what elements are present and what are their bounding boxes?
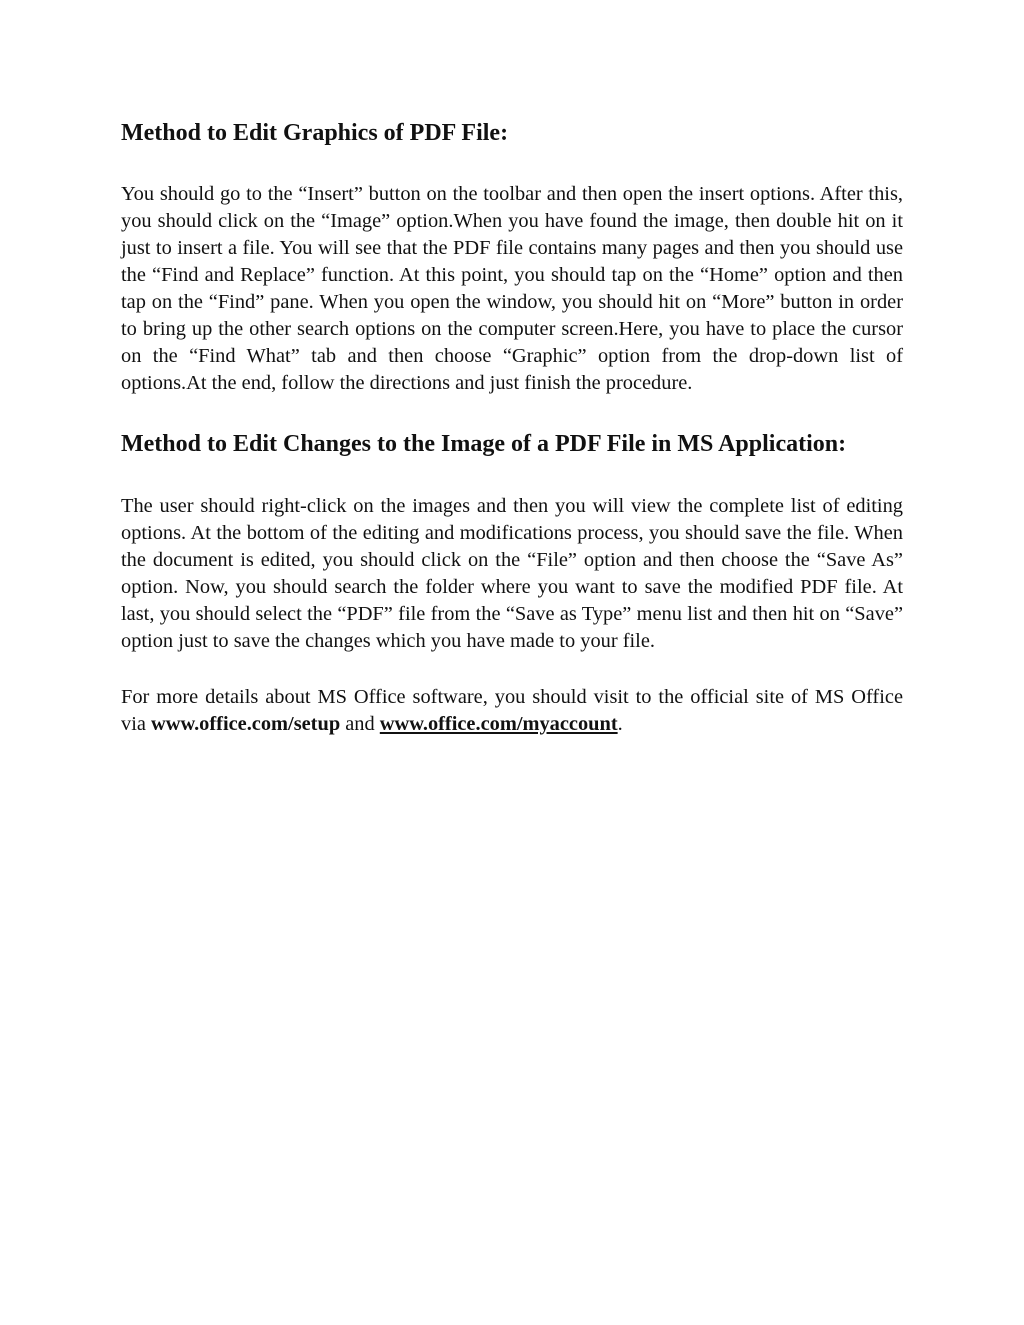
section-heading-edit-graphics: Method to Edit Graphics of PDF File: [121,120,509,146]
section-body-edit-graphics: You should go to the “Insert” button on the toolbar and then open the insert options. After this, you should click on the “Image” option.When you have found the image, then double hit on it just to insert a file. You will see that the PDF file contains many pages and then you should use the “Find and Replace” function. At this point, you should tap on the “Home” option and then tap on the “Find” pane. When you open the window, you should hit on “More” button in order to bring up the other search options on the computer screen.Here, you have to place the cursor on the “Find What” tab and then choose “Graphic” option from the drop-down list of options.At the end, follow the directions and just finish the procedure. [121,183,903,394]
office-setup-link[interactable]: www.office.com/setup [151,713,341,735]
closing-text-before: For more details about MS Office software, you should visit to the official site of MS Office via [121,686,903,735]
closing-paragraph [121,684,903,738]
closing-text-after: . [617,713,623,735]
document-page [121,118,903,738]
closing-text-between: and [340,713,380,735]
section-body-edit-image: The user should right-click on the images and then you will view the complete list of editing options. At the bottom of the editing and modifications process, you should save the file. When the document is edited, you should click on the “File” option and then choose the “Save As” option. Now, you should search the folder where you want to save the modified PDF file. At last, you should select the “PDF” file from the “Save as Type” menu list and then hit on “Save” option just to save the changes which you have made to your file. [121,495,903,652]
office-myaccount-link[interactable]: www.office.com/myaccount [379,713,618,735]
section-heading-edit-image: Method to Edit Changes to the Image of a PDF File in MS Application: [121,431,847,457]
